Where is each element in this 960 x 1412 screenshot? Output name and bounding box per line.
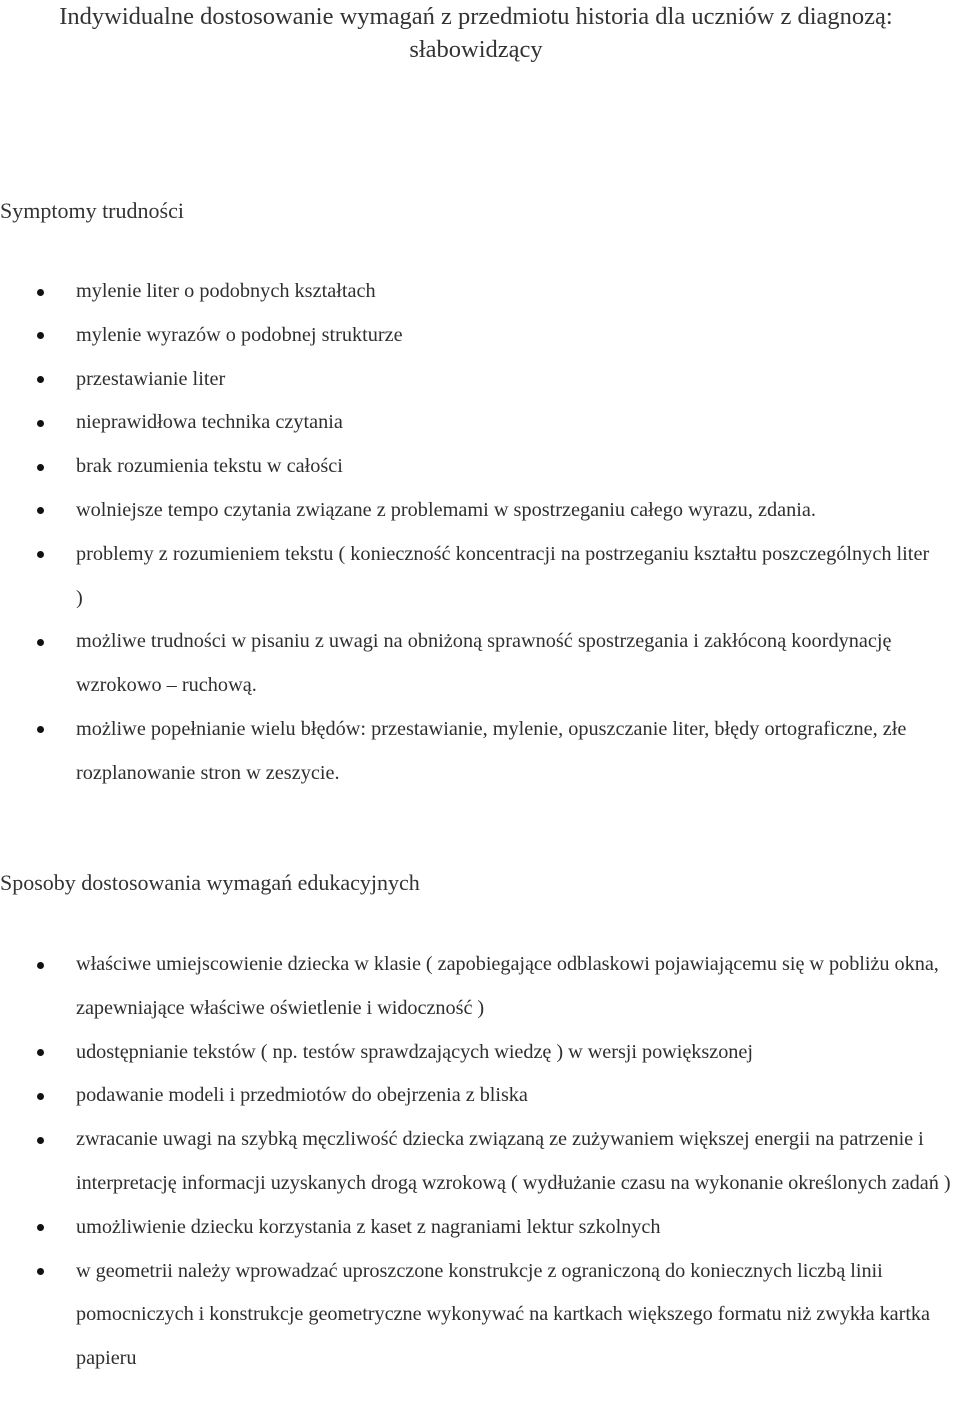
list-item-text: właściwe umiejscowienie dziecka w klasie ( zapobiegające odblaskowi pojawiającemu się w pobliżu okna, zapewniające właściwe oświetlenie i widoczność ): [76, 953, 939, 1019]
list-item: [0, 358, 960, 402]
bullet-icon: [37, 289, 44, 296]
list-item-text: możliwe popełnianie wielu błędów: przestawianie, mylenie, opuszczanie liter, błędy ortograficzne, złe rozplanowanie stron w zeszycie.: [76, 717, 907, 784]
list-item-text: mylenie liter o podobnych kształtach: [76, 280, 376, 302]
bullet-icon: [37, 464, 44, 471]
bullet-icon: [37, 551, 44, 558]
list-item: [0, 708, 960, 796]
list-item-text: problemy z rozumieniem tekstu ( konieczność koncentracji na postrzeganiu kształtu poszczególnych liter ): [76, 542, 930, 609]
document-title: Indywidualne dostosowanie wymagań z przedmiotu historia dla uczniów z diagnozą: słabowidzący: [59, 3, 893, 63]
section-heading-adjustments: Sposoby dostosowania wymagań edukacyjnych: [0, 870, 420, 895]
list-item-text: w geometrii należy wprowadzać uproszczone konstrukcje z ograniczoną do koniecznych liczbą linii pomocniczych i konstrukcje geometryczne wykonywać na kartkach większego formatu niż zwykła kartka papieru: [76, 1259, 930, 1370]
list-item: [0, 489, 960, 533]
list-item-text: możliwe trudności w pisaniu z uwagi na obniżoną sprawność spostrzegania i zakłóconą koordynację wzrokowo – ruchową.: [76, 630, 892, 697]
list-item-text: udostępnianie tekstów ( np. testów sprawdzających wiedzę ) w wersji powiększonej: [76, 1040, 753, 1063]
list-item-text: brak rozumienia tekstu w całości: [76, 455, 343, 478]
list-item: [0, 533, 960, 621]
bullet-icon: [37, 1224, 44, 1231]
list-item: [0, 620, 960, 708]
list-item: [0, 314, 960, 358]
list-item-text: zwracanie uwagi na szybką męczliwość dziecka związaną ze zużywaniem większej energii na patrzenie i interpretację informacji uzyskanych drogą wzrokową ( wydłużanie czasu na wykonanie określonych zadań ): [76, 1128, 951, 1194]
list-item: [0, 1250, 960, 1381]
bullet-icon: [37, 332, 44, 339]
bullet-icon: [37, 1137, 44, 1144]
list-item: [0, 1031, 960, 1075]
list-item: [0, 1118, 960, 1206]
list-item: [0, 270, 960, 314]
list-item: [0, 1206, 960, 1250]
list-item: [0, 1074, 960, 1118]
section-heading-symptoms: Symptomy trudności: [0, 198, 184, 223]
bullet-icon: [37, 962, 44, 969]
list-item: [0, 445, 960, 489]
symptoms-list: [0, 270, 960, 796]
bullet-icon: [37, 1268, 44, 1275]
list-item: [0, 943, 960, 1031]
list-item-text: umożliwienie dziecku korzystania z kaset z nagraniami lektur szkolnych: [76, 1215, 661, 1238]
list-item-text: przestawianie liter: [76, 367, 226, 390]
list-item-text: wolniejsze tempo czytania związane z problemami w spostrzeganiu całego wyrazu, zdania.: [76, 498, 816, 521]
bullet-icon: [37, 420, 44, 427]
bullet-icon: [37, 1049, 44, 1056]
bullet-icon: [37, 507, 44, 514]
list-item: [0, 401, 960, 445]
bullet-icon: [37, 726, 44, 733]
list-item-text: nieprawidłowa technika czytania: [76, 411, 343, 434]
bullet-icon: [37, 639, 44, 646]
list-item-text: podawanie modeli i przedmiotów do obejrzenia z bliska: [76, 1084, 528, 1107]
list-item-text: mylenie wyrazów o podobnej strukturze: [76, 323, 403, 346]
bullet-icon: [37, 1093, 44, 1100]
adjustments-list: [0, 943, 960, 1381]
bullet-icon: [37, 376, 44, 383]
